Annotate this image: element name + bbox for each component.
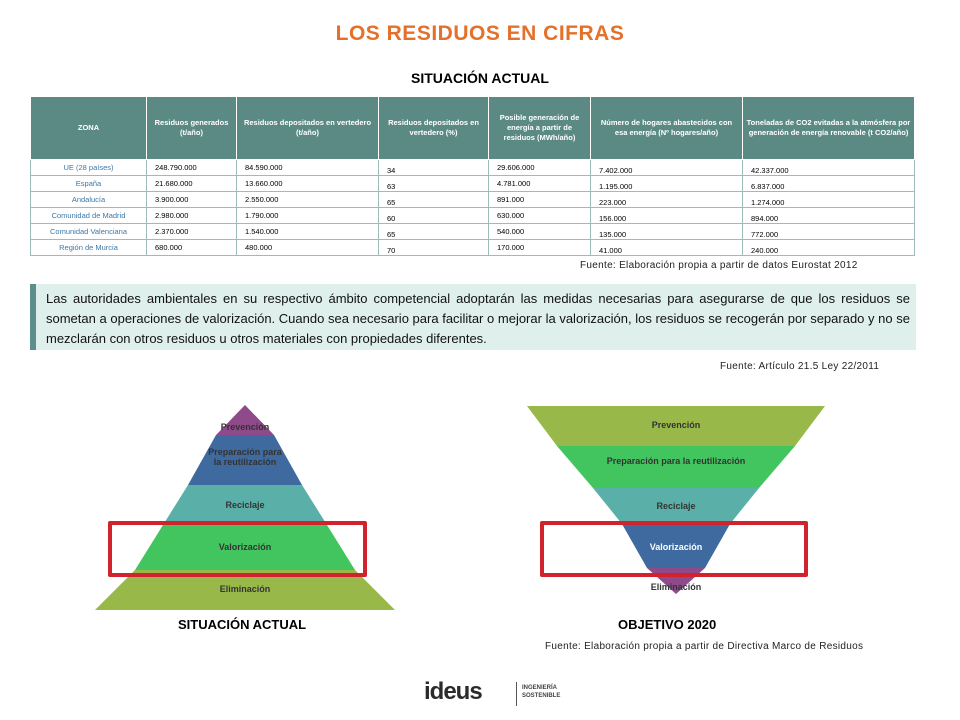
table-title: SITUACIÓN ACTUAL — [411, 70, 549, 86]
cell-co2: 1.274.000 — [743, 192, 915, 208]
quote-source: Fuente: Artículo 21.5 Ley 22/2011 — [720, 361, 880, 372]
table-row — [31, 224, 915, 240]
cell-co2: 894.000 — [743, 208, 915, 224]
table-row — [31, 240, 915, 256]
header-residuos-generados: Residuos generados (t/año) — [147, 97, 237, 160]
header-hogares-abastecidos: Número de hogares abastecidos con esa energía (Nº hogares/año) — [591, 97, 743, 160]
pyramid-current-caption: SITUACIÓN ACTUAL — [178, 617, 307, 632]
cell-hogares: 156.000 — [591, 208, 743, 224]
cell-generados: 248.790.000 — [147, 160, 237, 176]
pyramid-target-label-eliminacion: Eliminación — [650, 582, 702, 592]
cell-zona: UE (28 países) — [31, 160, 147, 176]
table-row — [31, 192, 915, 208]
cell-vertedero: 2.550.000 — [237, 192, 379, 208]
cell-porcentaje: 60 — [379, 208, 489, 224]
pyramid-current-label-reciclaje: Reciclaje — [225, 500, 265, 510]
cell-energia: 29.606.000 — [489, 160, 591, 176]
page-title: LOS RESIDUOS EN CIFRAS — [335, 22, 625, 45]
highlight-box-current — [108, 521, 367, 577]
table-row — [31, 208, 915, 224]
legal-quote-box — [30, 284, 916, 350]
header-residuos-vertedero: Residuos depositados en vertedero (t/año) — [237, 97, 379, 160]
cell-generados: 3.900.000 — [147, 192, 237, 208]
cell-vertedero: 480.000 — [237, 240, 379, 256]
cell-zona: Andalucía — [31, 192, 147, 208]
cell-generados: 2.370.000 — [147, 224, 237, 240]
cell-zona: España — [31, 176, 147, 192]
logo-divider — [516, 682, 517, 706]
pyramid-current-label-prevencion: Prevención — [220, 422, 270, 432]
cell-generados: 21.680.000 — [147, 176, 237, 192]
header-generacion-energia: Posible generación de energía a partir de residuos (MWh/año) — [489, 97, 591, 160]
cell-vertedero: 13.660.000 — [237, 176, 379, 192]
pyramid-target-label-preparacion: Preparación para la reutilización — [606, 456, 746, 466]
cell-energia: 170.000 — [489, 240, 591, 256]
cell-vertedero: 84.590.000 — [237, 160, 379, 176]
cell-co2: 42.337.000 — [743, 160, 915, 176]
pyramid-current — [95, 405, 395, 610]
pyramid-target-caption: OBJETIVO 2020 — [618, 617, 717, 632]
cell-zona: Comunidad Valenciana — [31, 224, 147, 240]
table-row — [31, 160, 915, 176]
table-header-row — [31, 97, 915, 160]
header-zona: ZONA — [31, 97, 147, 160]
header-vertedero-porcentaje: Residuos depositados en vertedero (%) — [379, 97, 489, 160]
cell-vertedero: 1.540.000 — [237, 224, 379, 240]
cell-hogares: 135.000 — [591, 224, 743, 240]
cell-vertedero: 1.790.000 — [237, 208, 379, 224]
pyramid-current-label-eliminacion: Eliminación — [219, 584, 271, 594]
cell-hogares: 7.402.000 — [591, 160, 743, 176]
cell-hogares: 1.195.000 — [591, 176, 743, 192]
cell-porcentaje: 63 — [379, 176, 489, 192]
cell-porcentaje: 65 — [379, 192, 489, 208]
pyramid-target-label-reciclaje: Reciclaje — [656, 501, 696, 511]
cell-co2: 240.000 — [743, 240, 915, 256]
cell-co2: 772.000 — [743, 224, 915, 240]
waste-figures-table — [30, 96, 915, 256]
cell-energia: 630.000 — [489, 208, 591, 224]
cell-co2: 6.837.000 — [743, 176, 915, 192]
pyramid-current-label-preparacion: Preparación para la reutilización — [208, 447, 282, 467]
hierarchy-source: Fuente: Elaboración propia a partir de Directiva Marco de Residuos — [545, 641, 864, 652]
pyramid-current-label-valorizacion: Valorización — [218, 542, 272, 552]
cell-energia: 891.000 — [489, 192, 591, 208]
cell-hogares: 41.000 — [591, 240, 743, 256]
pyramid-target-preparacion — [557, 446, 795, 488]
cell-hogares: 223.000 — [591, 192, 743, 208]
cell-generados: 2.980.000 — [147, 208, 237, 224]
cell-porcentaje: 34 — [379, 160, 489, 176]
cell-energia: 540.000 — [489, 224, 591, 240]
header-co2-evitado: Toneladas de CO2 evitadas a la atmósfera por generación de energía renovable (t CO2/año) — [743, 97, 915, 160]
pyramid-target-label-valorizacion: Valorización — [649, 542, 703, 552]
logo-tagline: INGENIERÍA SOSTENIBLE — [522, 685, 561, 699]
ideus-logo — [424, 678, 564, 710]
table-source: Fuente: Elaboración propia a partir de datos Eurostat 2012 — [580, 260, 858, 271]
table-row — [31, 176, 915, 192]
logo-wordmark: ideus — [424, 678, 482, 705]
cell-porcentaje: 70 — [379, 240, 489, 256]
cell-generados: 680.000 — [147, 240, 237, 256]
cell-energia: 4.781.000 — [489, 176, 591, 192]
legal-quote-text: Las autoridades ambientales en su respectivo ámbito competencial adoptarán las medidas necesarias para asegurarse de que los residuos se sometan a operaciones de valorización. Cuando sea necesario para facilitar o mejorar la valorización, los residuos se recogerán por separado y no se mezclarán con otros residuos u otros materiales con propiedades diferentes. — [46, 291, 910, 346]
cell-zona: Comunidad de Madrid — [31, 208, 147, 224]
cell-zona: Región de Murcia — [31, 240, 147, 256]
highlight-box-target — [540, 521, 808, 577]
pyramid-target-label-prevencion: Prevención — [651, 420, 701, 430]
cell-porcentaje: 65 — [379, 224, 489, 240]
